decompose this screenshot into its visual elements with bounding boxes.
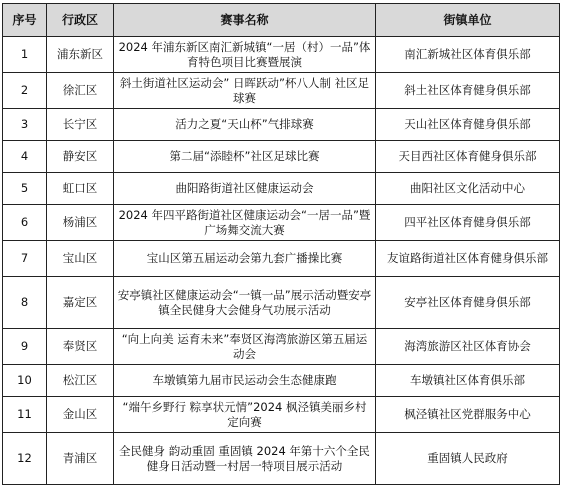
cell-district: 静安区 — [47, 141, 114, 173]
table-row — [3, 241, 560, 277]
header-row — [3, 4, 560, 37]
cell-district: 杨浦区 — [47, 205, 114, 241]
cell-district: 青浦区 — [47, 433, 114, 485]
cell-street-unit: 曲阳社区文化活动中心 — [376, 173, 560, 205]
cell-number: 9 — [3, 329, 47, 365]
cell-event-name: 车墩镇第九届市民运动会生态健康跑 — [114, 365, 376, 397]
cell-district: 嘉定区 — [47, 277, 114, 329]
table-row — [3, 329, 560, 365]
cell-number: 7 — [3, 241, 47, 277]
cell-event-name: 2024 年四平路街道社区健康运动会“一居一品”暨广场舞交流大赛 — [114, 205, 376, 241]
cell-number: 8 — [3, 277, 47, 329]
cell-district: 奉贤区 — [47, 329, 114, 365]
table-body — [3, 37, 560, 485]
cell-district: 松江区 — [47, 365, 114, 397]
cell-event-name: 2024 年浦东新区南汇新城镇“一居（村）一品”体育特色项目比赛暨展演 — [114, 37, 376, 73]
cell-street-unit: 车墩镇社区体育俱乐部 — [376, 365, 560, 397]
table-row — [3, 205, 560, 241]
cell-street-unit: 重固镇人民政府 — [376, 433, 560, 485]
table-row — [3, 365, 560, 397]
cell-district: 浦东新区 — [47, 37, 114, 73]
table-row — [3, 37, 560, 73]
table-row — [3, 141, 560, 173]
cell-event-name: 第二届“添睦杯”社区足球比赛 — [114, 141, 376, 173]
table-row — [3, 109, 560, 141]
header-street-unit: 街镇单位 — [376, 4, 560, 37]
cell-street-unit: 四平社区体育健身俱乐部 — [376, 205, 560, 241]
table-row — [3, 277, 560, 329]
cell-event-name: 全民健身 韵动重固 重固镇 2024 年第十六个全民健身日活动暨一村居一特项目展示活动 — [114, 433, 376, 485]
cell-district: 虹口区 — [47, 173, 114, 205]
cell-event-name: “端午乡野行 粽享状元情”2024 枫泾镇美丽乡村定向赛 — [114, 397, 376, 433]
cell-number: 4 — [3, 141, 47, 173]
cell-district: 金山区 — [47, 397, 114, 433]
cell-event-name: 安亭镇社区健康运动会“一镇一品”展示活动暨安亭镇全民健身大会健身气功展示活动 — [114, 277, 376, 329]
cell-street-unit: 斜土社区体育健身俱乐部 — [376, 73, 560, 109]
table-row — [3, 397, 560, 433]
cell-number: 1 — [3, 37, 47, 73]
header-district: 行政区 — [47, 4, 114, 37]
cell-street-unit: 天山社区体育健身俱乐部 — [376, 109, 560, 141]
cell-district: 宝山区 — [47, 241, 114, 277]
cell-number: 6 — [3, 205, 47, 241]
cell-event-name: 宝山区第五届运动会第九套广播操比赛 — [114, 241, 376, 277]
events-table — [2, 3, 560, 485]
cell-event-name: 曲阳路街道社区健康运动会 — [114, 173, 376, 205]
cell-district: 徐汇区 — [47, 73, 114, 109]
cell-street-unit: 友谊路街道社区体育健身俱乐部 — [376, 241, 560, 277]
cell-number: 2 — [3, 73, 47, 109]
cell-event-name: “向上向美 运育未来”奉贤区海湾旅游区第五届运动会 — [114, 329, 376, 365]
table-row — [3, 433, 560, 485]
cell-street-unit: 枫泾镇社区党群服务中心 — [376, 397, 560, 433]
cell-number: 3 — [3, 109, 47, 141]
cell-district: 长宁区 — [47, 109, 114, 141]
header-number: 序号 — [3, 4, 47, 37]
table-row — [3, 73, 560, 109]
cell-street-unit: 安亭社区体育健身俱乐部 — [376, 277, 560, 329]
cell-event-name: 斜土街道社区运动会” 日晖跃动”杯八人制 社区足球赛 — [114, 73, 376, 109]
cell-street-unit: 天目西社区体育健身俱乐部 — [376, 141, 560, 173]
cell-number: 11 — [3, 397, 47, 433]
cell-number: 12 — [3, 433, 47, 485]
table-row — [3, 173, 560, 205]
cell-street-unit: 海湾旅游区社区体育协会 — [376, 329, 560, 365]
cell-number: 10 — [3, 365, 47, 397]
cell-event-name: 活力之夏“天山杯”气排球赛 — [114, 109, 376, 141]
header-event-name: 赛事名称 — [114, 4, 376, 37]
cell-number: 5 — [3, 173, 47, 205]
cell-street-unit: 南汇新城社区体育俱乐部 — [376, 37, 560, 73]
